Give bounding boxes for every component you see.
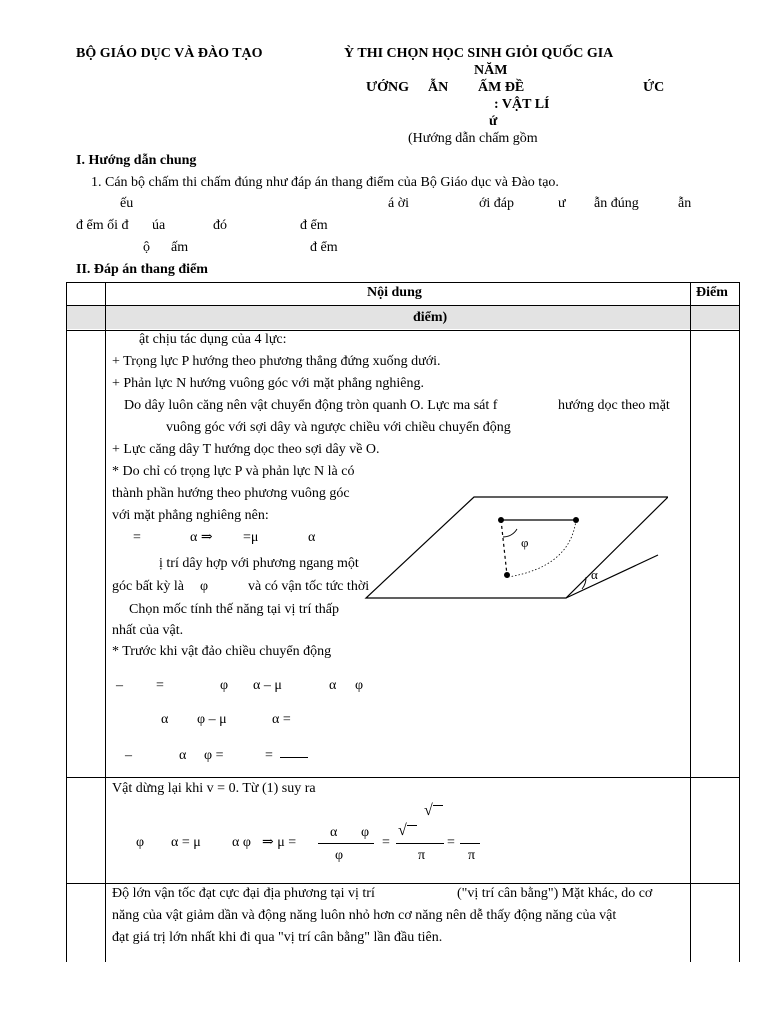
math: = bbox=[133, 530, 141, 545]
fragment: á ời bbox=[388, 196, 410, 211]
table-border bbox=[66, 305, 740, 306]
math: α bbox=[161, 712, 169, 727]
math: φ bbox=[136, 835, 145, 850]
text-line: * Do chỉ có trọng lực P và phản lực N là có bbox=[112, 464, 355, 479]
math: φ bbox=[355, 678, 364, 693]
text-line: Vật dừng lại khi v = 0. Từ (1) suy ra bbox=[112, 781, 316, 796]
table-shaded-row bbox=[67, 306, 739, 329]
fraction-bar bbox=[460, 843, 480, 844]
fragment: ẫn bbox=[678, 196, 692, 211]
text-line: với mặt phẳng nghiêng nên: bbox=[112, 508, 269, 523]
table-border bbox=[66, 777, 740, 778]
math: α bbox=[308, 530, 316, 545]
math: φ bbox=[200, 579, 209, 594]
math: α = bbox=[272, 712, 291, 727]
root-bar bbox=[433, 805, 443, 806]
math: φ – μ bbox=[197, 712, 227, 727]
math: – bbox=[116, 678, 123, 693]
math: φ = bbox=[204, 748, 224, 763]
header-fragment: ứ bbox=[489, 114, 498, 129]
math: – bbox=[125, 748, 132, 763]
text-line: ật chịu tác dụng của 4 lực: bbox=[139, 332, 287, 347]
table-border bbox=[690, 282, 691, 962]
fragment: đ ểm bbox=[310, 240, 338, 255]
math: φ bbox=[220, 678, 229, 693]
fraction-bar bbox=[280, 757, 308, 758]
guide-fragment-d: ỨC bbox=[643, 80, 665, 95]
text-line: đạt giá trị lớn nhất khi đi qua "vị trí cân bằng" lần đầu tiên. bbox=[112, 930, 443, 945]
ministry-name: BỘ GIÁO DỤC VÀ ĐÀO TẠO bbox=[76, 46, 263, 61]
math: = bbox=[265, 748, 273, 763]
fragment: ẫn đúng bbox=[594, 196, 639, 211]
text-line: Do dây luôn căng nên vật chuyển động tròn quanh O. Lực ma sát f bbox=[124, 398, 498, 413]
table-border bbox=[66, 282, 740, 283]
math: =μ bbox=[243, 530, 259, 545]
guide-fragment-b: ẪN bbox=[428, 80, 449, 95]
general-item-1: 1. Cán bộ chấm thi chấm đúng như đáp án thang điểm của Bộ Giáo dục và Đào tạo. bbox=[91, 175, 559, 190]
trajectory-arc bbox=[508, 520, 576, 577]
math: α – μ bbox=[253, 678, 282, 693]
text-line: nhất của vật. bbox=[112, 623, 184, 638]
text-line: Chọn mốc tính thế năng tại vị trí thấp bbox=[129, 602, 339, 617]
section-2-title: II. Đáp án thang điểm bbox=[76, 262, 208, 277]
table-border bbox=[66, 883, 740, 884]
text-line: hướng dọc theo mặt bbox=[558, 398, 670, 413]
page-count-note: (Hướng dẫn chấm gồm bbox=[408, 131, 538, 146]
text-line: + Trọng lực P hướng theo phương thẳng đứng xuống dưới. bbox=[112, 354, 441, 369]
phi-arc bbox=[503, 529, 517, 537]
ground-line bbox=[566, 555, 658, 598]
fraction-bar bbox=[396, 843, 444, 844]
text-line: + Lực căng dây T hướng dọc theo sợi dây về O. bbox=[112, 442, 380, 457]
text-line: ("vị trí cân bằng") Mặt khác, do cơ bbox=[457, 886, 653, 901]
column-header-score: Điểm bbox=[696, 285, 728, 300]
exam-year: NĂM bbox=[474, 63, 508, 78]
text-line: * Trước khi vật đảo chiều chuyển động bbox=[112, 644, 332, 659]
math: α ⇒ bbox=[190, 530, 213, 545]
fragment: úa bbox=[152, 218, 166, 233]
fraction-bar bbox=[318, 843, 374, 844]
table-border bbox=[105, 282, 106, 962]
text-line: năng của vật giảm dần và động năng luôn nhỏ hơn cơ năng nên dễ thấy động năng của vật bbox=[112, 908, 617, 923]
math: = bbox=[382, 835, 390, 850]
fragment: ư bbox=[558, 196, 566, 211]
phi-label: φ bbox=[521, 535, 529, 550]
fragment: đó bbox=[213, 218, 227, 233]
math: √ bbox=[398, 822, 407, 839]
math: = bbox=[156, 678, 164, 693]
text-line: góc bất kỳ là bbox=[112, 579, 184, 594]
fragment: đ ểm bbox=[300, 218, 328, 233]
math: π bbox=[468, 848, 476, 863]
section-1-title: I. Hướng dẫn chung bbox=[76, 153, 197, 168]
text-line: Độ lớn vận tốc đạt cực đại địa phương tại vị trí bbox=[112, 886, 375, 901]
math: ⇒ μ = bbox=[262, 835, 297, 850]
math: α φ bbox=[232, 835, 251, 850]
subject-label: : VẬT LÍ bbox=[494, 97, 550, 112]
fragment: ộ bbox=[143, 240, 150, 255]
math: α = μ bbox=[171, 835, 201, 850]
root-bar bbox=[407, 825, 417, 826]
inclined-plane-figure bbox=[338, 485, 668, 610]
table-border bbox=[739, 282, 740, 962]
math: π bbox=[418, 848, 426, 863]
shaded-row-text: điểm) bbox=[413, 310, 448, 325]
math: φ bbox=[361, 825, 370, 840]
text-line: vuông góc với sợi dây và ngược chiều với chiều chuyển động bbox=[166, 420, 511, 435]
plane-surface bbox=[366, 497, 668, 598]
fragment: đ ểm ối đ bbox=[76, 218, 129, 233]
math: α bbox=[329, 678, 337, 693]
fragment: ếu bbox=[120, 196, 134, 211]
string-line bbox=[501, 520, 507, 575]
math: φ bbox=[335, 848, 344, 863]
text-line: thành phần hướng theo phương vuông góc bbox=[112, 486, 350, 501]
math: α bbox=[179, 748, 187, 763]
alpha-label: α bbox=[591, 567, 598, 582]
fragment: ấm bbox=[171, 240, 189, 255]
text-line: ị trí dây hợp với phương ngang một bbox=[159, 556, 359, 571]
guide-fragment-a: ƯỚNG bbox=[366, 80, 410, 95]
text-line: + Phản lực N hướng vuông góc với mặt phẳng nghiêng. bbox=[112, 376, 425, 391]
fragment: ới đáp bbox=[479, 196, 515, 211]
table-border bbox=[66, 282, 67, 962]
math: = bbox=[447, 835, 455, 850]
guide-fragment-c: ẤM ĐỀ bbox=[478, 80, 525, 95]
math: α bbox=[330, 825, 338, 840]
math: √ bbox=[424, 802, 433, 819]
text-line: và có vận tốc tức thời bbox=[248, 579, 370, 594]
exam-title: Ỳ THI CHỌN HỌC SINH GIỎI QUỐC GIA bbox=[344, 46, 614, 61]
column-header-content: Nội dung bbox=[367, 285, 422, 300]
